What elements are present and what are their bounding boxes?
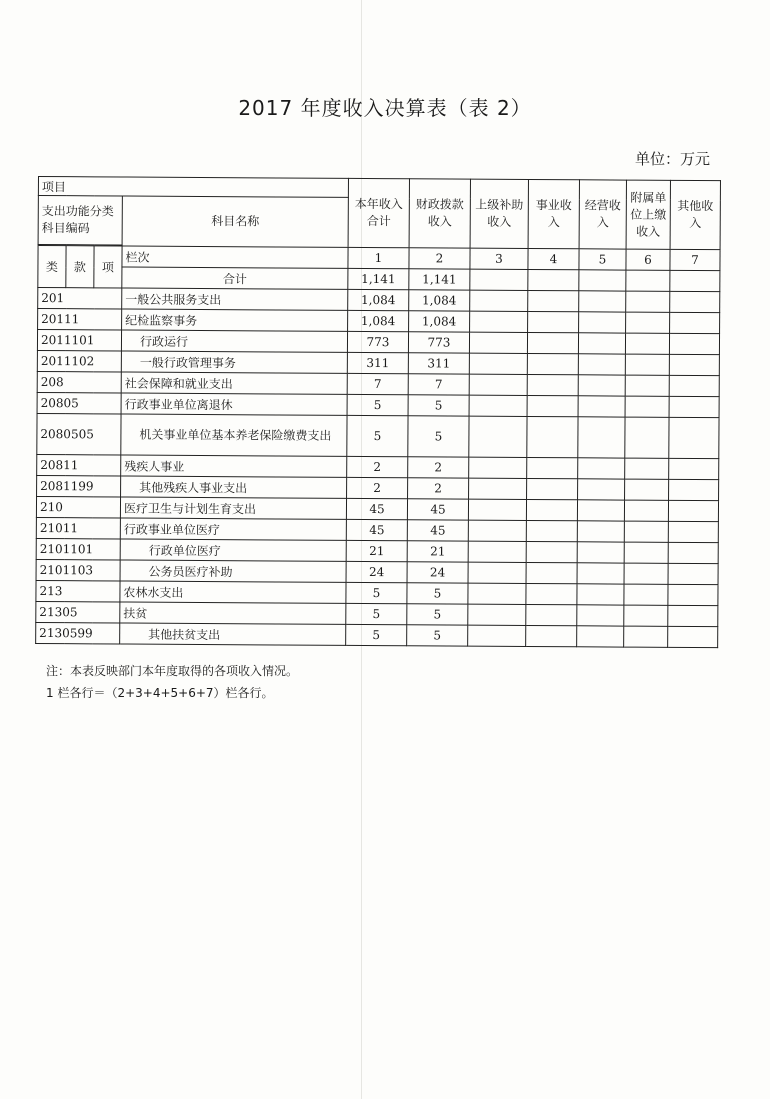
row-c1: 311 — [347, 352, 408, 373]
row-c2: 21 — [407, 541, 468, 562]
row-name: 农林水支出 — [120, 581, 346, 603]
row-name: 其他残疾人事业支出 — [121, 476, 347, 498]
row-code: 210 — [36, 496, 120, 518]
col-num-6: 6 — [626, 249, 670, 270]
row-c2: 311 — [408, 353, 469, 374]
row-c1: 1,084 — [348, 310, 409, 331]
row-c2: 2 — [408, 457, 469, 478]
lei-header: 类 — [38, 246, 66, 288]
col-num-7: 7 — [670, 249, 720, 270]
xiang-header: 项 — [94, 246, 122, 288]
row-name: 行政事业单位医疗 — [120, 518, 346, 540]
row-name: 行政运行 — [121, 330, 347, 352]
row-name: 一般公共服务支出 — [122, 288, 348, 310]
row-c2: 7 — [408, 374, 469, 395]
row-name: 残疾人事业 — [121, 455, 347, 477]
col-header-2: 财政拨款收入 — [409, 179, 470, 248]
col-num-1: 1 — [348, 247, 409, 268]
note-line-2: 1 栏各行＝（2+3+4+5+6+7）栏各行。 — [46, 686, 274, 700]
row-c1: 2 — [347, 456, 408, 477]
unit-label: 单位：万元 — [634, 150, 710, 168]
row-c2: 1,084 — [409, 290, 470, 311]
total-c2: 1,141 — [409, 269, 470, 290]
row-code: 213 — [36, 580, 120, 602]
col-num-3: 3 — [470, 248, 528, 269]
row-name: 扶贫 — [120, 602, 346, 624]
row-code: 2101103 — [36, 559, 120, 581]
income-table — [35, 176, 721, 648]
row-c1: 773 — [347, 331, 408, 352]
row-name: 机关事业单位基本养老保险缴费支出 — [121, 414, 347, 456]
col-header-6: 附属单位上缴收入 — [626, 180, 670, 249]
row-name: 医疗卫生与计划生育支出 — [120, 497, 346, 519]
row-c1: 5 — [347, 415, 408, 456]
item-header: 项目 — [38, 177, 348, 198]
row-c1: 1,084 — [348, 289, 409, 310]
kuan-header: 款 — [66, 246, 94, 288]
row-code: 21305 — [36, 601, 120, 623]
note-line-1: 注：本表反映部门本年度取得的各项收入情况。 — [46, 664, 299, 678]
total-c1: 1,141 — [348, 268, 409, 289]
row-c1: 5 — [346, 603, 407, 624]
row-code: 21011 — [36, 517, 120, 539]
col-header-4: 事业收入 — [528, 179, 579, 248]
row-c2: 5 — [408, 395, 469, 416]
row-code: 208 — [37, 371, 121, 393]
col-header-3: 上级补助收入 — [470, 179, 528, 248]
row-c1: 45 — [346, 498, 407, 519]
col-header-1: 本年收入合计 — [348, 178, 409, 247]
row-c2: 2 — [408, 478, 469, 499]
table-row — [36, 622, 718, 647]
row-c2: 5 — [407, 625, 468, 646]
row-code: 2011102 — [37, 350, 121, 372]
row-code: 2080505 — [37, 413, 121, 455]
row-c2: 1,084 — [409, 311, 470, 332]
row-name: 社会保障和就业支出 — [121, 372, 347, 394]
subject-name-header: 科目名称 — [122, 196, 348, 247]
col-num-5: 5 — [579, 249, 626, 270]
row-c2: 45 — [407, 520, 468, 541]
row-c2: 5 — [407, 583, 468, 604]
row-code: 2011101 — [37, 330, 121, 352]
row-code: 20805 — [37, 392, 121, 414]
row-name: 纪检监察事务 — [122, 309, 348, 331]
col-header-5: 经营收入 — [579, 180, 626, 249]
col-num-4: 4 — [528, 248, 579, 269]
row-c2: 24 — [407, 562, 468, 583]
table-row — [37, 413, 719, 458]
row-code: 20811 — [37, 454, 121, 476]
row-name: 行政事业单位离退休 — [121, 393, 347, 415]
row-c1: 5 — [346, 582, 407, 603]
row-name: 公务员医疗补助 — [120, 560, 346, 582]
col-num-2: 2 — [409, 248, 470, 269]
row-c2: 5 — [407, 604, 468, 625]
row-c1: 7 — [347, 373, 408, 394]
func-code-header: 支出功能分类科目编码 — [38, 196, 122, 246]
row-code: 2130599 — [36, 622, 120, 644]
row-c2: 5 — [408, 416, 469, 457]
lanci-label: 栏次 — [122, 246, 348, 268]
row-code: 201 — [38, 288, 122, 310]
row-code: 2101101 — [36, 538, 120, 560]
page-title: 2017 年度收入决算表（表 2） — [238, 96, 532, 120]
row-code: 2081199 — [37, 475, 121, 497]
row-name: 其他扶贫支出 — [120, 623, 346, 645]
row-c2: 45 — [407, 499, 468, 520]
row-name: 一般行政管理事务 — [121, 351, 347, 373]
row-c1: 21 — [346, 540, 407, 561]
row-c1: 5 — [347, 394, 408, 415]
total-label: 合计 — [122, 267, 348, 289]
row-c2: 773 — [408, 332, 469, 353]
row-code: 20111 — [38, 309, 122, 331]
row-c1: 24 — [346, 561, 407, 582]
col-header-7: 其他收入 — [670, 180, 720, 249]
row-c1: 5 — [346, 624, 407, 645]
row-name: 行政单位医疗 — [120, 539, 346, 561]
row-c1: 45 — [346, 519, 407, 540]
row-c1: 2 — [347, 477, 408, 498]
